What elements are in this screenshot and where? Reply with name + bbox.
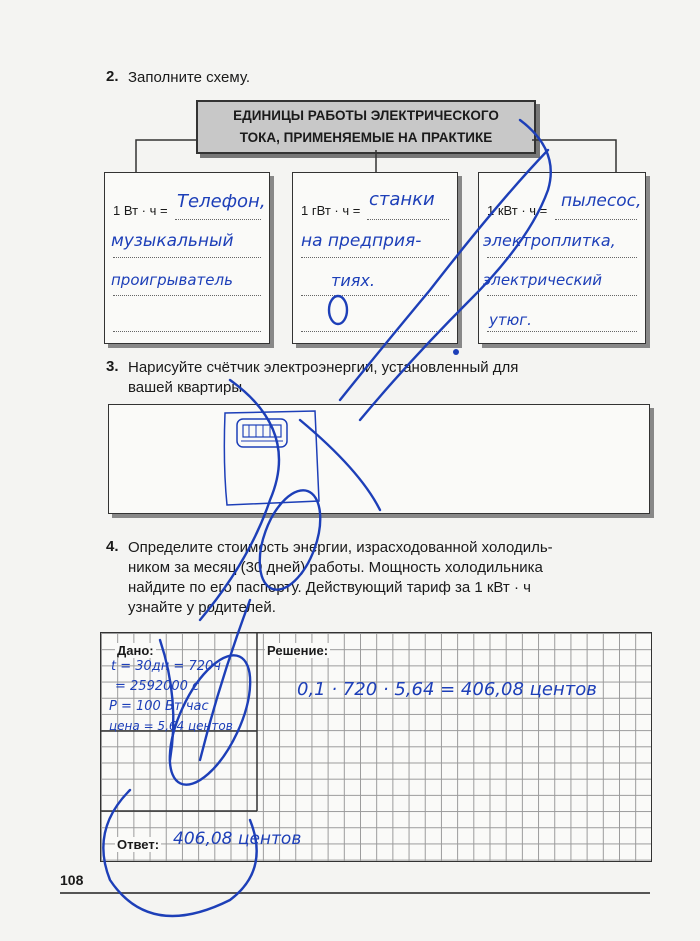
scheme-header-line-1: ЕДИНИЦЫ РАБОТЫ ЭЛЕКТРИЧЕСКОГО [233, 108, 499, 123]
answer-gwh-2: на предприя- [301, 231, 422, 251]
unit-box-gwh [292, 172, 458, 344]
answer-label: Ответ: [117, 837, 160, 852]
given-line-3: P = 100 Вт/час [109, 699, 209, 714]
footer-rule [60, 892, 650, 894]
task-4-number: 4. [106, 538, 119, 555]
meter-drawing-area [108, 404, 650, 514]
unit-box-kwh [478, 172, 646, 344]
solution-grid [100, 632, 652, 862]
answer-value: 406,08 центов [173, 829, 302, 849]
answer-gwh-1: станки [369, 189, 435, 210]
answer-gwh-3: тиях. [331, 271, 375, 290]
task-3-line-1: Нарисуйте счётчик электроэнергии, установленный для [128, 359, 519, 376]
given-line-1: t = 30дн = 720ч [111, 659, 221, 674]
given-line-4: цена = 5,64 центов [109, 719, 233, 733]
task-2-text: Заполните схему. [128, 69, 250, 86]
task-4-line-2: ником за месяц (30 дней) работы. Мощность холодильника [128, 559, 543, 576]
solution-expression: 0,1 · 720 · 5,64 = 406,08 центов [297, 679, 597, 700]
answer-wh-2: музыкальный [111, 231, 234, 251]
scheme-header-line-2: ТОКА, ПРИМЕНЯЕМЫЕ НА ПРАКТИКЕ [239, 130, 493, 145]
solution-label: Решение: [267, 643, 329, 658]
unit-label-kwh: 1 кВт · ч = [487, 203, 548, 218]
scheme-header [196, 100, 536, 154]
unit-label-gwh: 1 гВт · ч = [301, 203, 361, 218]
task-3-line-2: вашей квартиры. [128, 379, 247, 396]
given-label: Дано: [117, 643, 154, 658]
answer-kwh-4: утюг. [489, 311, 532, 329]
answer-wh-1: Телефон, [177, 191, 266, 212]
task-4-line-3: найдите по его паспорту. Действующий тариф за 1 кВт · ч [128, 579, 531, 596]
page-number: 108 [60, 872, 84, 888]
given-line-2: = 2592000 с [115, 679, 200, 694]
task-4-line-4: узнайте у родителей. [128, 599, 276, 616]
task-4-line-1: Определите стоимость энергии, израсходованной холодиль- [128, 539, 553, 556]
electricity-meter-sketch [219, 405, 329, 513]
unit-box-wh [104, 172, 270, 344]
answer-kwh-3: электрический [483, 271, 603, 289]
answer-wh-3: проигрыватель [111, 271, 233, 289]
unit-label-wh: 1 Вт · ч = [113, 203, 168, 218]
answer-kwh-2: электроплитка, [483, 231, 616, 250]
task-2-number: 2. [106, 68, 119, 85]
task-3-number: 3. [106, 358, 119, 375]
answer-kwh-1: пылесос, [561, 191, 642, 211]
